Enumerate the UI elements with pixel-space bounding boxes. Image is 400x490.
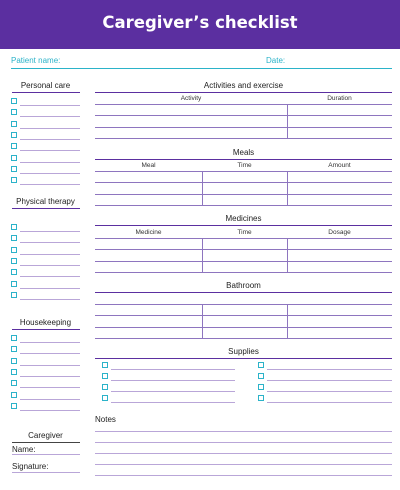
physical-therapy-checkbox[interactable]: [11, 292, 17, 298]
supplies-rule: [95, 358, 392, 359]
supplies-checkbox[interactable]: [102, 384, 108, 390]
personal-care-checkbox[interactable]: [11, 98, 17, 104]
meals-col-line: [287, 171, 288, 205]
personal-care-line[interactable]: [20, 139, 80, 140]
physical-therapy-line[interactable]: [20, 265, 80, 266]
personal-care-line[interactable]: [20, 105, 80, 106]
personal-care-line[interactable]: [20, 173, 80, 174]
supplies-line[interactable]: [111, 402, 235, 403]
meals-col-time: Time: [237, 162, 252, 169]
page-title: Caregiver’s checklist: [102, 13, 298, 32]
meals-row-line: [95, 182, 392, 183]
caregiver-rule: [12, 442, 80, 443]
supplies-checkbox[interactable]: [258, 362, 264, 368]
physical-therapy-checkbox[interactable]: [11, 281, 17, 287]
physical-therapy-heading: Physical therapy: [16, 197, 75, 206]
activities-col-line: [287, 104, 288, 138]
physical-therapy-rule: [12, 208, 80, 209]
caregiver-signature-line[interactable]: [12, 472, 80, 473]
activities-row-line: [95, 127, 392, 128]
personal-care-checkbox[interactable]: [11, 143, 17, 149]
supplies-line[interactable]: [111, 380, 235, 381]
meals-row-line: [95, 194, 392, 195]
supplies-line[interactable]: [111, 369, 235, 370]
activities-col-duration: Duration: [327, 95, 352, 102]
housekeeping-rule: [12, 329, 80, 330]
housekeeping-checkbox[interactable]: [11, 358, 17, 364]
housekeeping-line[interactable]: [20, 387, 80, 388]
notes-heading: Notes: [95, 415, 116, 424]
activities-row-line: [95, 104, 392, 105]
bathroom-row-line: [95, 304, 392, 305]
physical-therapy-line[interactable]: [20, 242, 80, 243]
physical-therapy-checkbox[interactable]: [11, 224, 17, 230]
housekeeping-line[interactable]: [20, 410, 80, 411]
notes-line[interactable]: [95, 442, 392, 443]
housekeeping-heading: Housekeeping: [19, 318, 72, 327]
physical-therapy-checkbox[interactable]: [11, 258, 17, 264]
physical-therapy-checkbox[interactable]: [11, 247, 17, 253]
activities-rule: [95, 92, 392, 93]
bathroom-row-line: [95, 338, 392, 339]
housekeeping-checkbox[interactable]: [11, 346, 17, 352]
bathroom-row-line: [95, 315, 392, 316]
activities-row-line: [95, 138, 392, 139]
medicines-col-dosage: Dosage: [328, 229, 351, 236]
physical-therapy-checkbox[interactable]: [11, 235, 17, 241]
caregiver-signature-label: Signature:: [12, 462, 49, 471]
patient-name-label: Patient name:: [11, 56, 61, 65]
date-label: Date:: [266, 56, 286, 65]
housekeeping-checkbox[interactable]: [11, 392, 17, 398]
supplies-line[interactable]: [267, 369, 392, 370]
bathroom-col-line: [202, 304, 203, 338]
personal-care-line[interactable]: [20, 150, 80, 151]
housekeeping-checkbox[interactable]: [11, 403, 17, 409]
notes-line[interactable]: [95, 475, 392, 476]
housekeeping-checkbox[interactable]: [11, 369, 17, 375]
meals-col-amount: Amount: [328, 162, 351, 169]
physical-therapy-line[interactable]: [20, 276, 80, 277]
supplies-heading: Supplies: [228, 347, 259, 356]
personal-care-checkbox[interactable]: [11, 166, 17, 172]
supplies-line[interactable]: [267, 402, 392, 403]
housekeeping-line[interactable]: [20, 376, 80, 377]
supplies-line[interactable]: [111, 391, 235, 392]
bathroom-col-line: [287, 304, 288, 338]
personal-care-checkbox[interactable]: [11, 109, 17, 115]
notes-line[interactable]: [95, 464, 392, 465]
housekeeping-checkbox[interactable]: [11, 380, 17, 386]
physical-therapy-line[interactable]: [20, 254, 80, 255]
bathroom-heading: Bathroom: [226, 281, 261, 290]
meals-col-line: [202, 171, 203, 205]
medicines-rule: [95, 225, 392, 226]
personal-care-checkbox[interactable]: [11, 155, 17, 161]
physical-therapy-line[interactable]: [20, 288, 80, 289]
supplies-checkbox[interactable]: [258, 384, 264, 390]
medicines-col-medicine: Medicine: [135, 229, 162, 236]
supplies-checkbox[interactable]: [102, 395, 108, 401]
patient-name-field[interactable]: [11, 68, 392, 69]
physical-therapy-line[interactable]: [20, 231, 80, 232]
supplies-checkbox[interactable]: [258, 395, 264, 401]
activities-heading: Activities and exercise: [203, 81, 284, 90]
caregiver-name-label: Name:: [12, 445, 36, 454]
housekeeping-checkbox[interactable]: [11, 335, 17, 341]
medicines-row-line: [95, 261, 392, 262]
meals-row-line: [95, 205, 392, 206]
personal-care-line[interactable]: [20, 128, 80, 129]
housekeeping-line[interactable]: [20, 399, 80, 400]
medicines-col-line: [202, 238, 203, 272]
personal-care-line[interactable]: [20, 116, 80, 117]
housekeeping-line[interactable]: [20, 353, 80, 354]
physical-therapy-line[interactable]: [20, 299, 80, 300]
bathroom-row-line: [95, 327, 392, 328]
meals-heading: Meals: [232, 148, 255, 157]
physical-therapy-checkbox[interactable]: [11, 269, 17, 275]
supplies-checkbox[interactable]: [258, 373, 264, 379]
supplies-line[interactable]: [267, 380, 392, 381]
activities-row-line: [95, 115, 392, 116]
personal-care-checkbox[interactable]: [11, 177, 17, 183]
housekeeping-line[interactable]: [20, 342, 80, 343]
supplies-checkbox[interactable]: [102, 373, 108, 379]
personal-care-heading: Personal care: [20, 81, 71, 90]
bathroom-rule: [95, 292, 392, 293]
personal-care-line[interactable]: [20, 184, 80, 185]
personal-care-rule: [12, 92, 80, 93]
caregiver-name-line[interactable]: [12, 454, 80, 455]
medicines-row-line: [95, 238, 392, 239]
housekeeping-line[interactable]: [20, 365, 80, 366]
header-banner: [0, 0, 400, 49]
meals-rule: [95, 159, 392, 160]
personal-care-line[interactable]: [20, 162, 80, 163]
personal-care-checkbox[interactable]: [11, 121, 17, 127]
meals-row-line: [95, 171, 392, 172]
notes-line[interactable]: [95, 431, 392, 432]
notes-line[interactable]: [95, 453, 392, 454]
medicines-col-line: [287, 238, 288, 272]
medicines-row-line: [95, 272, 392, 273]
personal-care-checkbox[interactable]: [11, 132, 17, 138]
supplies-checkbox[interactable]: [102, 362, 108, 368]
meals-col-meal: Meal: [141, 162, 156, 169]
caregiver-heading: Caregiver: [28, 431, 63, 440]
medicines-row-line: [95, 249, 392, 250]
medicines-col-time: Time: [237, 229, 252, 236]
medicines-heading: Medicines: [225, 214, 262, 223]
supplies-line[interactable]: [267, 391, 392, 392]
activities-col-activity: Activity: [180, 95, 202, 102]
